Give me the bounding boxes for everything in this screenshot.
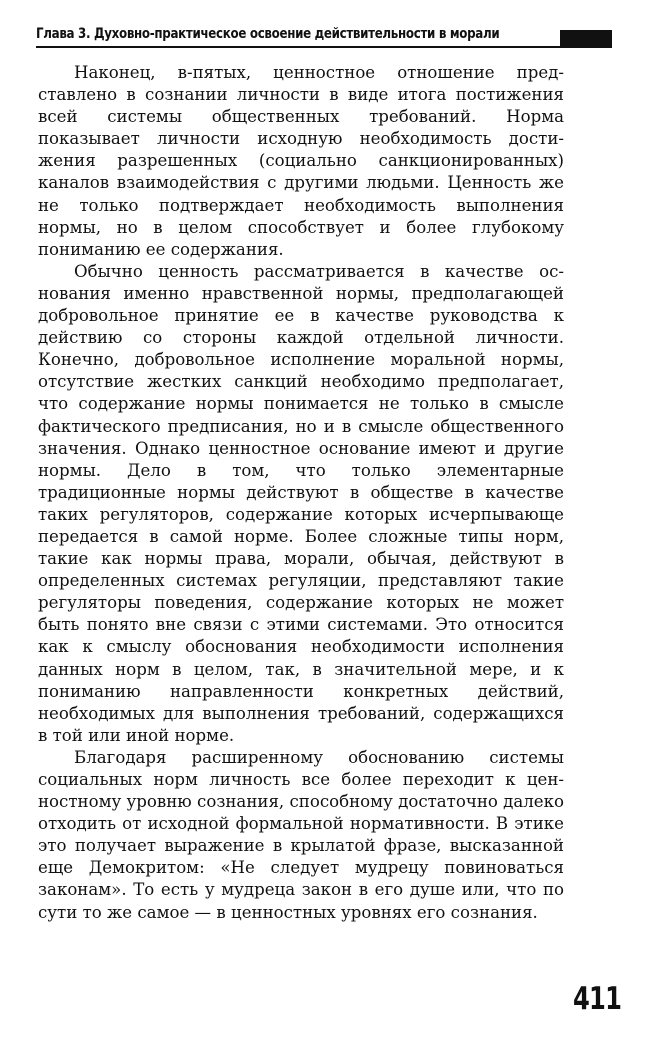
paragraph-2: Обычно ценность рассматривается в качестве основания именно нравственной нормы, предполагающей добровольное принятие ее в качестве руководства к действию со стороны каждой отдельной личности. Конечно, добровольное исполнение моральной нормы, отсутствие жестких санкций необходимо предполагает, что содержание нормы понимается не только в смысле фактического предписания, но и в смысле общественного значения. Однако ценностное основание имеют и другие нормы. Дело в том, что только элементарные традиционные нормы действуют в обществе в качестве таких регуляторов, содержание которых исчерпывающе передается в самой норме. Более сложные типы норм, такие как нормы права, морали, обычая, действуют в определенных системах регуляции, представляют такие регуляторы поведения, содержание которых не может быть понято вне связи с этими системами. Это относится как к смыслу обоснования необходимости исполнения данных норм в целом, так, в значительной мере, и к пониманию направленности конкретных действий, необходимых для выполнения требований, содержащихся в той или иной норме.	[38, 261, 564, 745]
paragraph-3: Благодаря расширенному обоснованию системы социальных норм личность все более переходит к ценностному уровню сознания, способному достаточно далеко отходить от исходной формальной нормативности. В этике это получает выражение в крылатой фразе, высказанной еще Демокритом: «Не следует мудрецу повиноваться законам». То есть у мудреца закон в его душе или, что по сути то же самое — в ценностных уровнях его сознания.	[38, 747, 564, 922]
paragraph-1: Наконец, в-пятых, ценностное отношение представлено в сознании личности в виде итога постижения всей системы общественных требований. Норма показывает личности исходную необходимость достижения разрешенных (социально санкционированных) каналов взаимодействия с другими людьми. Ценность же не только подтверждает необходимость выполнения нормы, но в целом способствует и более глубокому пониманию ее содержания.	[38, 63, 564, 259]
header-block-decoration	[560, 30, 612, 48]
header-rule	[36, 46, 560, 48]
chapter-title: Глава 3. Духовно-практическое освоение действительности в морали	[36, 26, 500, 42]
body-text	[38, 62, 564, 924]
page-number: 411	[573, 981, 622, 1017]
running-header	[36, 24, 612, 48]
